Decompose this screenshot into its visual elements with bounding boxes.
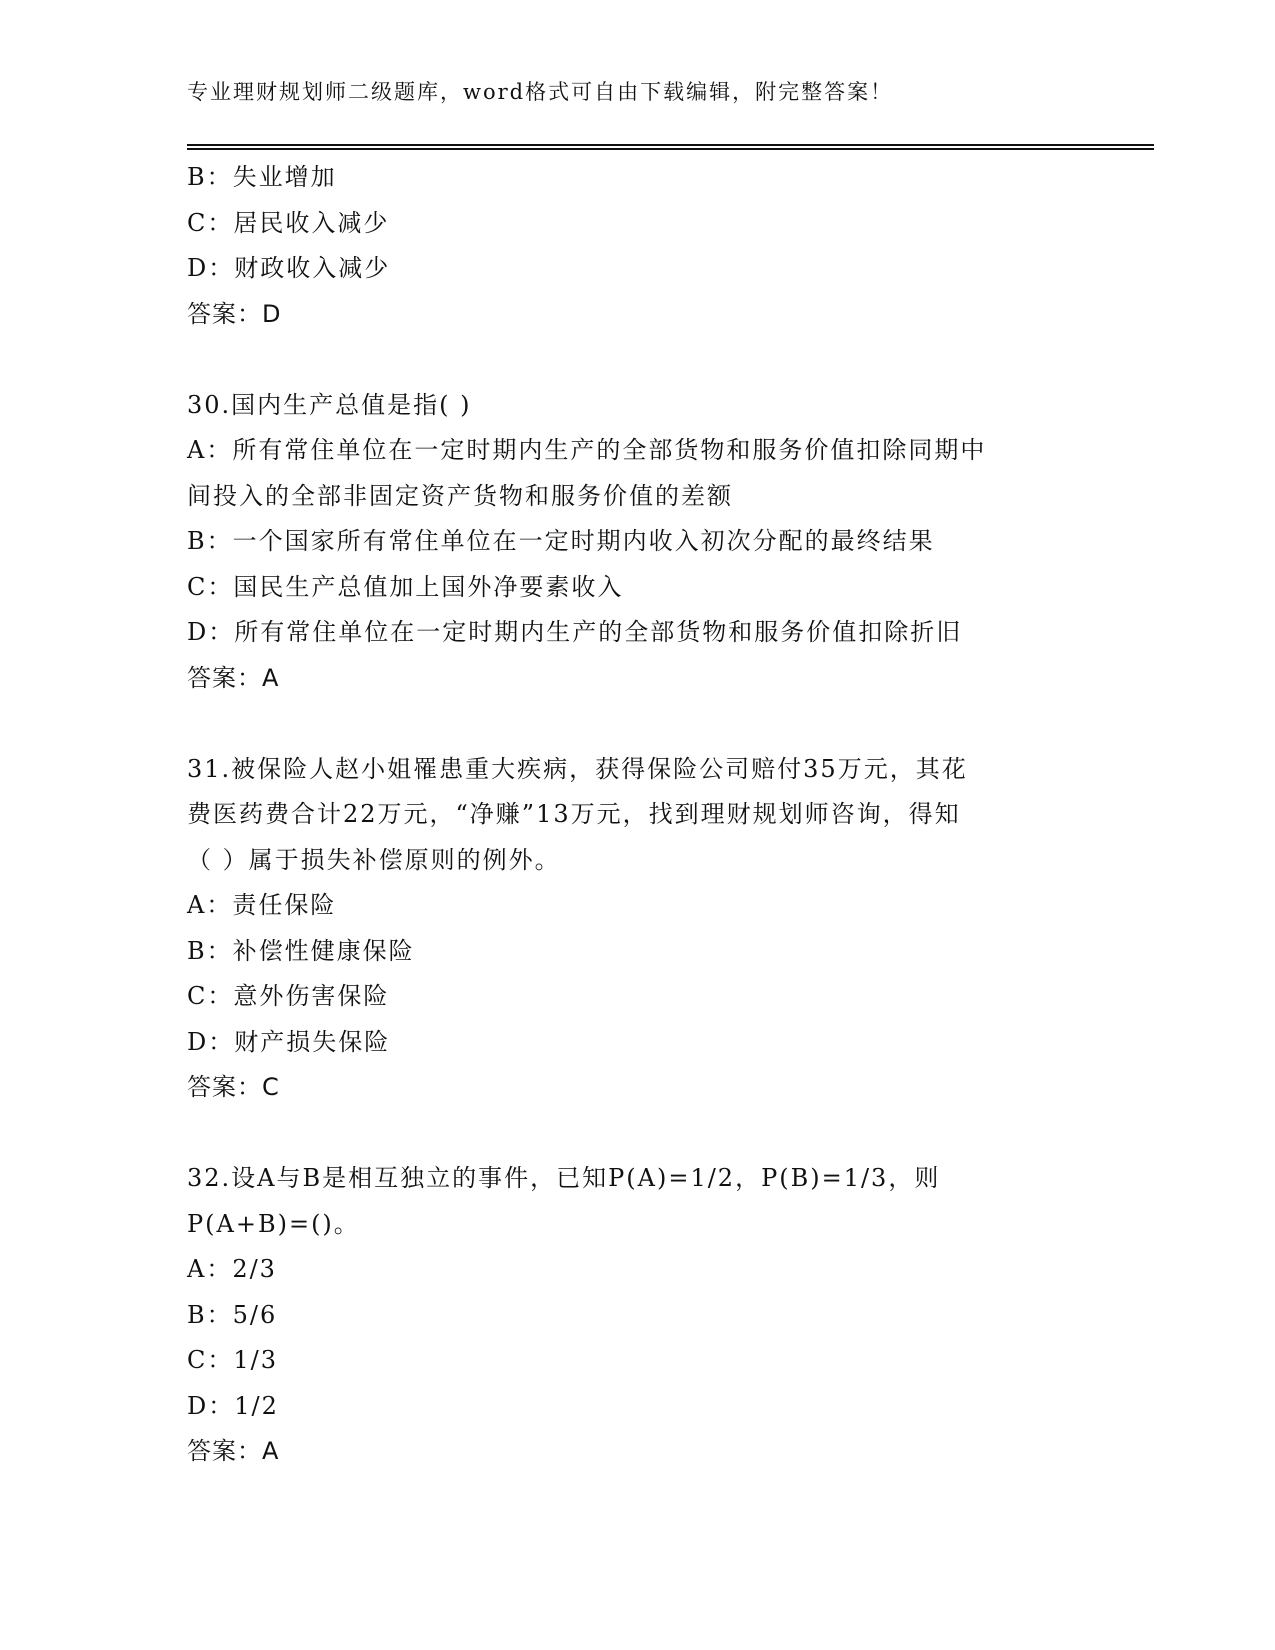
option-line: D：1/2 [187, 1391, 279, 1420]
option-line: D：财产损失保险 [187, 1027, 391, 1056]
answer-line: 答案：C [187, 1073, 280, 1101]
option-line: C：意外伤害保险 [187, 982, 390, 1010]
answer-line: 答案：A [187, 663, 280, 692]
header-divider [187, 144, 1154, 150]
option-line: A：责任保险 [187, 891, 337, 919]
option-line: B：一个国家所有常住单位在一定时期内收入初次分配的最终结果 [187, 527, 935, 555]
question-stem: 31.被保险人赵小姐罹患重大疾病，获得保险公司赔付35万元，其花 [187, 754, 968, 783]
option-line: C：国民生产总值加上国外净要素收入 [187, 572, 624, 601]
answer-line: 答案：D [187, 299, 282, 328]
option-line: C：1/3 [187, 1346, 278, 1374]
question-stem: 30.国内生产总值是指( ) [187, 390, 472, 419]
option-line: B：失业增加 [187, 163, 337, 191]
spacer [187, 1111, 1087, 1157]
option-line: B：5/6 [187, 1300, 278, 1329]
spacer [187, 701, 1087, 747]
question-stem: P(A+B)=()。 [187, 1209, 360, 1238]
question-stem: 32.设A与B是相互独立的事件，已知P(A)=1/2，P(B)=1/3，则 [187, 1164, 941, 1192]
question-stem: （ ）属于损失补偿原则的例外。 [187, 845, 561, 874]
option-line: B：补偿性健康保险 [187, 936, 415, 965]
option-line: C：居民收入减少 [187, 208, 390, 237]
answer-line: 答案：A [187, 1437, 280, 1465]
option-line: D：所有常住单位在一定时期内生产的全部货物和服务价值扣除折旧 [187, 618, 963, 646]
option-line: D：财政收入减少 [187, 254, 391, 282]
option-line: A：所有常住单位在一定时期内生产的全部货物和服务价值扣除同期中 [187, 436, 987, 464]
option-line: A：2/3 [187, 1255, 277, 1283]
spacer [187, 337, 1087, 383]
question-content [187, 155, 1087, 1475]
question-stem: 费医药费合计22万元，“净赚”13万元，找到理财规划师咨询，得知 [187, 800, 961, 828]
page-header: 专业理财规划师二级题库，word格式可自由下载编辑，附完整答案！ [187, 80, 894, 104]
option-line: 间投入的全部非固定资产货物和服务价值的差额 [187, 481, 733, 510]
